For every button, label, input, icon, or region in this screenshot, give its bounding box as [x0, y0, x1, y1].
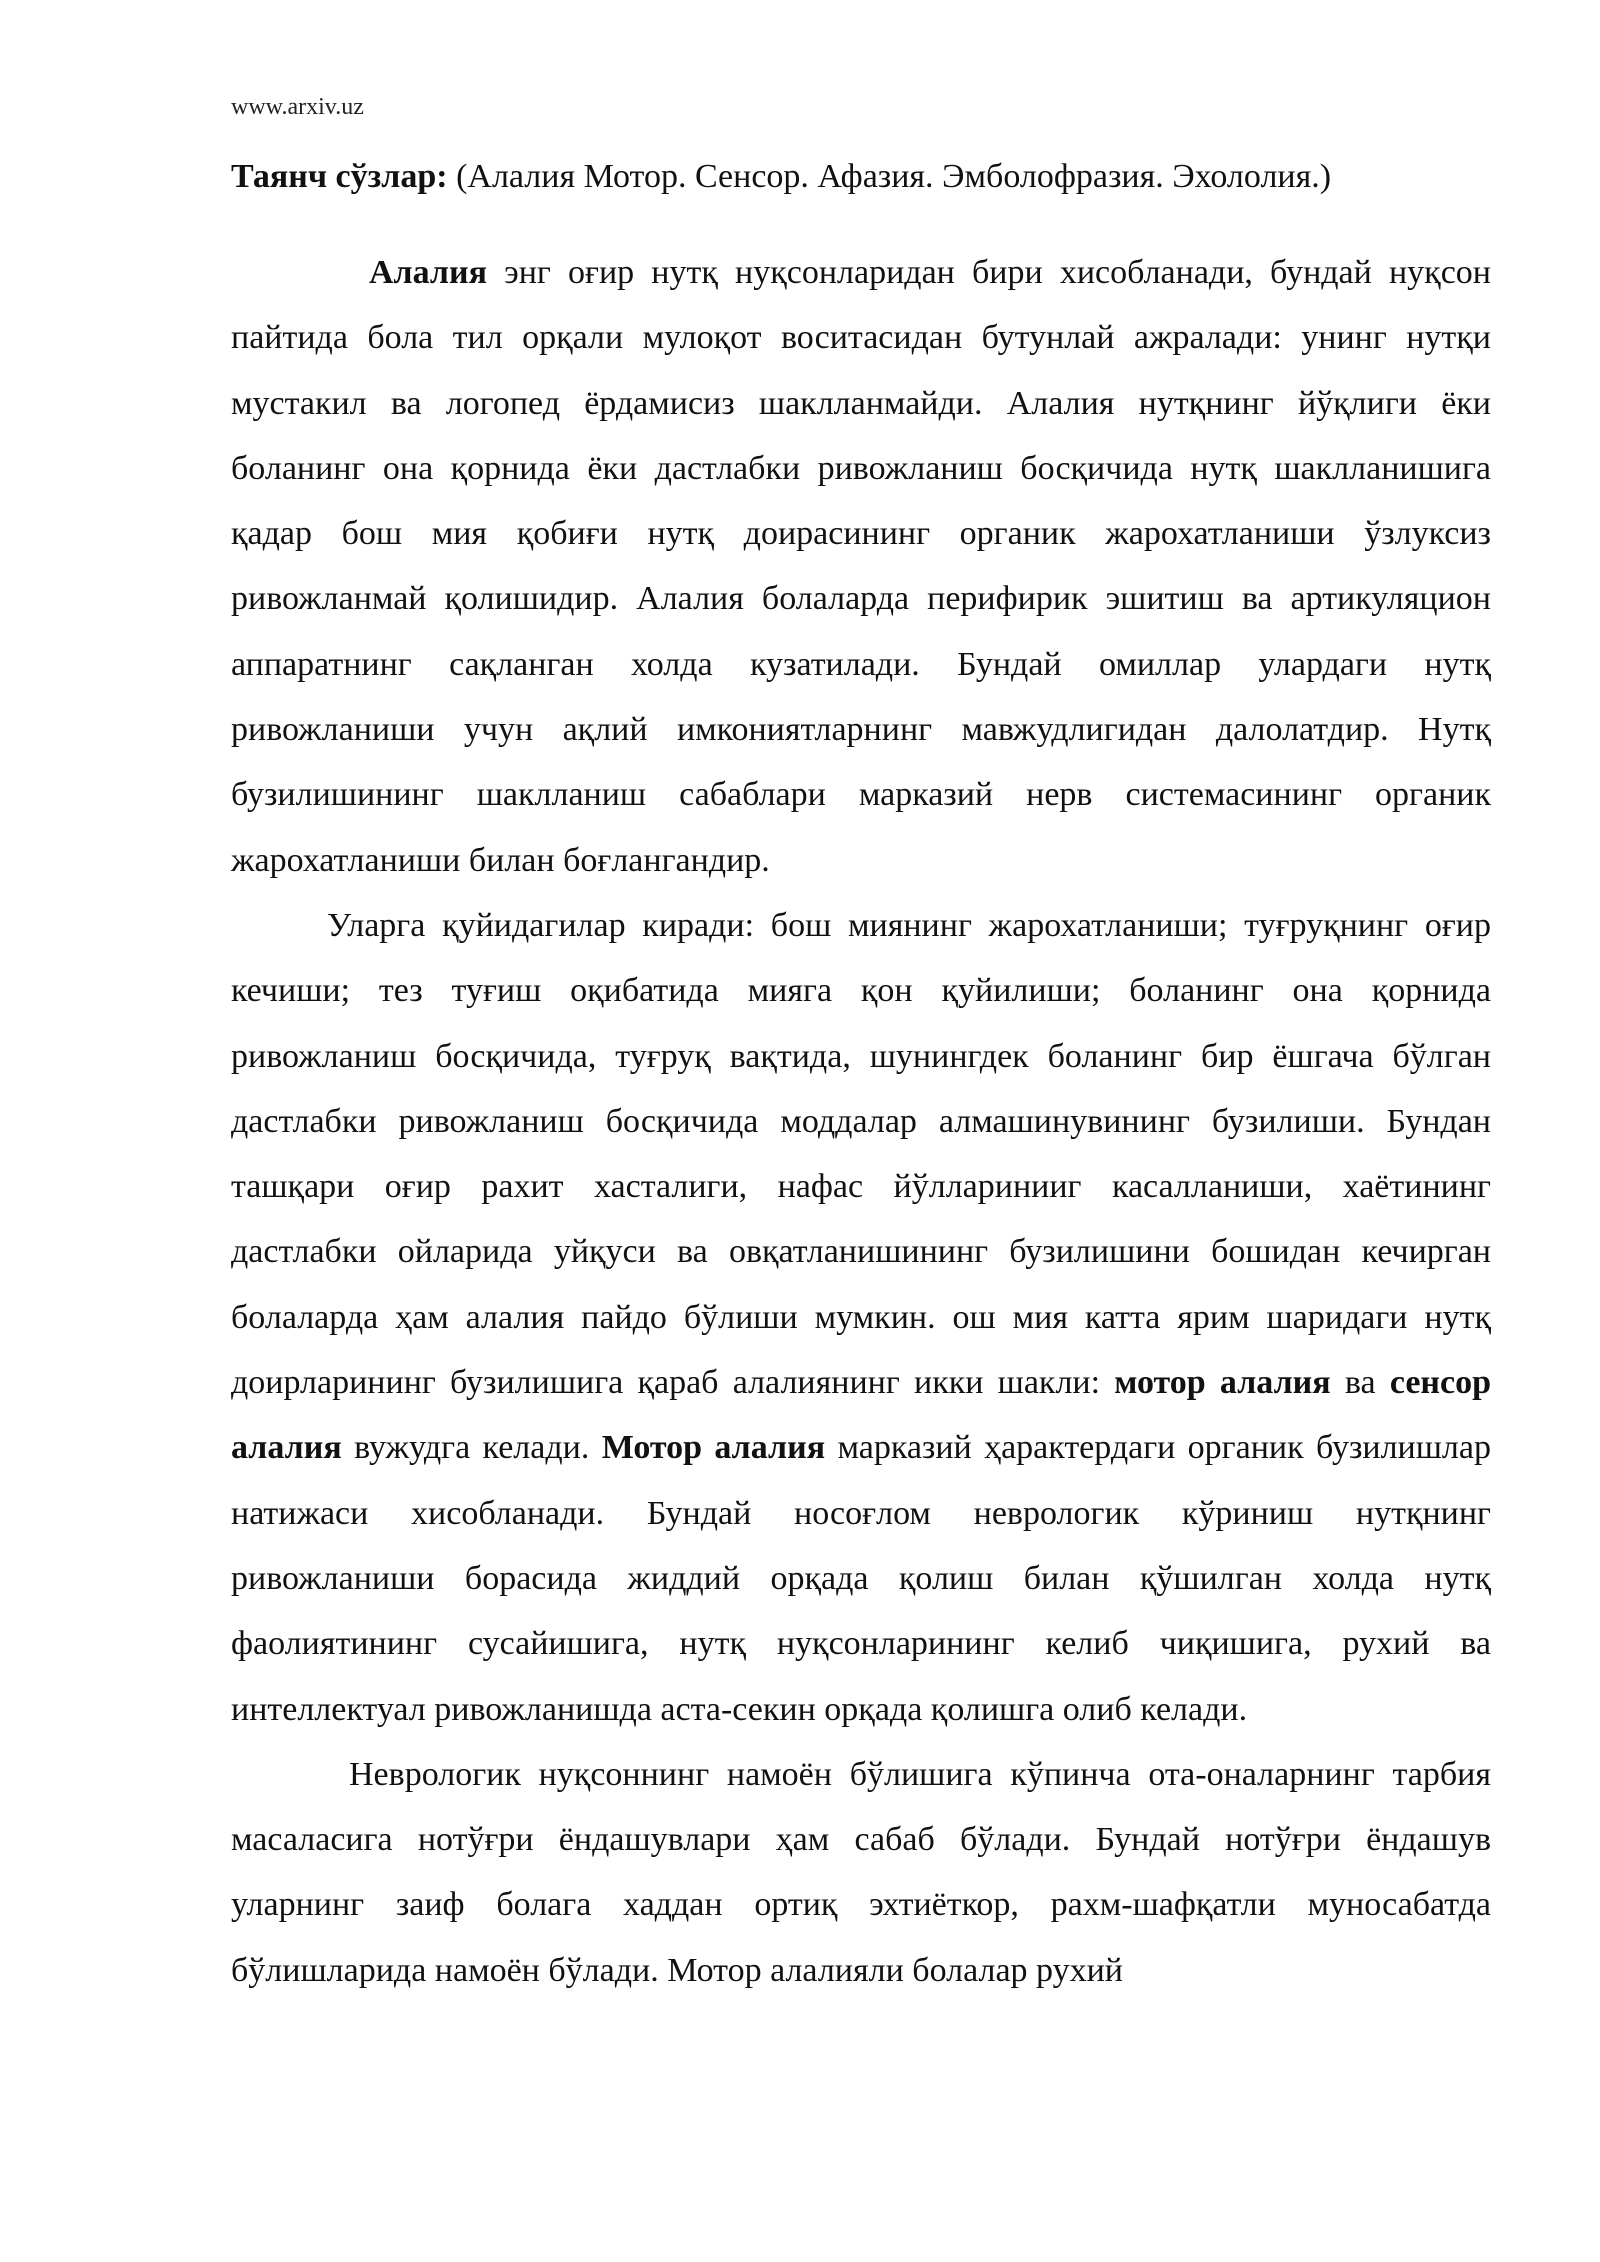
- keywords-list: (Алалия Мотор. Сенсор. Афазия. Эмболофразия. Эхололия.): [447, 158, 1332, 195]
- paragraph-text: вужудга келади.: [341, 1429, 602, 1467]
- term-sensor-alalia: сенсор алалия: [231, 1364, 1492, 1467]
- paragraph-text: энг оғир нутқ нуқсонларидан бири хисобланади, бундай нуқсон пайтида бола тил орқали мулоқот воситасидан бутунлай ажралади: унинг нутқи мустакил ва логопед ёрдамисиз шаклланмайди. Алалия нутқнинг йўқлиги ёки боланинг она қорнида ёки дастлабки ривожланиш босқичида нутқ шаклланишига қадар бош мия қобиғи нутқ доирасининг органик жарохатланиши ўзлуксиз ривожланмай қолишидир. Алалия болаларда перифирик эшитиш ва артикуляцион аппаратнинг сақланган холда кузатилади. Бундай омиллар улардаги нутқ ривожланиши учун ақлий имкониятларнинг мавжудлигидан далолатдир. Нутқ бузилишининг шаклланиш сабаблари марказий нерв системасининг органик жарохатланиши билан боғлангандир.: [231, 254, 1491, 879]
- keywords-label: Таянч сўзлар:: [231, 158, 448, 195]
- paragraph-causes: [231, 893, 1491, 1742]
- paragraph-alalia-definition: [231, 240, 1491, 893]
- source-url: www.arxiv.uz: [231, 94, 364, 120]
- document-body: [231, 240, 1491, 2003]
- paragraph-neurological: [231, 1742, 1491, 2003]
- paragraph-text: Неврологик нуқсоннинг намоён бўлишига кўпинча ота-оналарнинг тарбия масаласига нотўғри ёндашувлари ҳам сабаб бўлади. Бундай нотўғри ёндашув уларнинг заиф болага хаддан ортиқ эхтиёткор, рахм-шафқатли муносабатда бўлишларида намоён бўлади. Мотор алалияли болалар рухий: [231, 1755, 1491, 1989]
- term-motor-alalia-heading: Мотор алалия: [601, 1429, 826, 1467]
- keywords-line: [231, 154, 1491, 200]
- paragraph-text: ва: [1330, 1364, 1390, 1402]
- paragraph-text: марказий ҳарактердаги органик бузилишлар натижаси хисобланади. Бундай носоғлом неврологик кўриниш нутқнинг ривожланиши борасида жиддий орқада қолиш билан қўшилган холда нутқ фаолиятининг сусайишига, нутқ нуқсонларининг келиб чиқишига, рухий ва интеллектуал ривожланишда аста-секин орқада қолишга олиб келади.: [231, 1429, 1491, 1728]
- term-alalia: Алалия: [369, 254, 487, 291]
- term-motor-alalia: мотор алалия: [1114, 1364, 1331, 1402]
- paragraph-text: Уларга қуйидагилар киради: бош миянинг жарохатланиши; туғруқнинг оғир кечиши; тез туғиш оқибатида мияга қон қуйилиши; боланинг она қорнида ривожланиш босқичида, туғруқ вақтида, шунингдек боланинг бир ёшгача бўлган дастлабки ривожланиш босқичида моддалар алмашинувининг бузилиши. Бундан ташқари оғир рахит хасталиги, нафас йўлларинииг касалланиши, хаётининг дастлабки ойларида уйқуси ва овқатланишининг бузилишини бошидан кечирган болаларда ҳам алалия пайдо бўлиши мумкин. ош мия катта ярим шаридаги нутқ доирларининг бузилишига қараб алалиянинг икки шакли:: [231, 906, 1491, 1402]
